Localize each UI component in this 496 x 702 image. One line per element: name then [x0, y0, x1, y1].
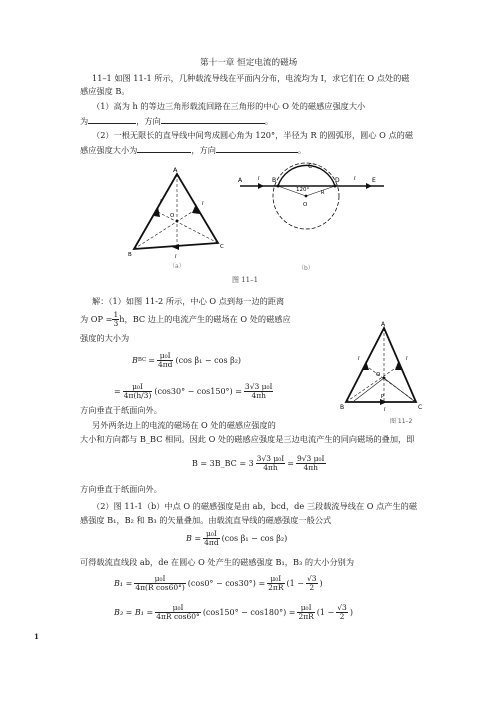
q2-prefix: 感应强度大小为	[80, 145, 138, 155]
q1-magnitude-blank	[88, 115, 136, 124]
eq-bbc-sub: BC	[137, 357, 147, 364]
fig-a-label-a: A	[173, 166, 178, 174]
eq5-fraction-2	[267, 575, 284, 592]
equation-b1	[114, 575, 323, 592]
eq5-fraction-1	[134, 575, 185, 592]
eq6-num: μ₀I	[155, 604, 201, 613]
op-equals: 为 OP =	[80, 314, 113, 325]
eq5-mid: (cos0° − cos30°) =	[187, 578, 266, 588]
eq4-num: μ₀I	[203, 530, 220, 539]
eq3-lhs: B = 3B_BC = 3	[192, 458, 254, 468]
eq2-fraction-1	[123, 383, 153, 400]
eq2-mid: (cos30° − cos150°) =	[154, 386, 242, 396]
one-third-fraction	[112, 311, 119, 328]
fig2-label-i-left: I	[358, 356, 360, 362]
equation-b-bc-value	[114, 383, 273, 400]
fig-b-label-i-right: I	[354, 176, 356, 182]
eq6-close: )	[349, 607, 353, 617]
eq4-rhs: (cos β₁ − cos β₂)	[221, 533, 288, 543]
fig-a-label-o: O	[170, 213, 175, 219]
solution-1-line-3: 强度的大小为	[80, 333, 130, 343]
equation-b3	[114, 604, 353, 621]
eq3-den1: 4πh	[263, 462, 278, 472]
eq5-lhs: B₁ =	[114, 578, 133, 588]
eq3-den2: 4πh	[303, 462, 318, 472]
fig2-caption: 图 11–2	[390, 418, 413, 425]
q2-magnitude-blank	[137, 144, 191, 153]
eq-bbc-den: 4πd	[157, 359, 173, 369]
solution-1-line-2	[80, 311, 291, 328]
eq6-sqrt-fraction	[336, 604, 348, 621]
eq3-equals: =	[287, 458, 294, 468]
eq6-lhs: B₃ = B₁ =	[114, 607, 154, 617]
eq2-fraction-2	[244, 383, 274, 400]
chapter-title: 第十一章 恒定电流的磁场	[200, 58, 298, 68]
eq6-mid: (cos150° − cos180°) =	[202, 607, 296, 617]
q2-period: 。	[297, 145, 307, 155]
eq4-lhs: B =	[186, 533, 202, 543]
fig-b-label-o: O	[303, 202, 308, 208]
fig2-label-o: O	[376, 372, 381, 378]
q1-direction-blank	[161, 115, 265, 124]
q1-direction-label: ，方向	[136, 116, 161, 126]
fig2-label-i-right: I	[406, 356, 408, 362]
eq-bbc-fraction	[157, 352, 174, 369]
equation-b-bc	[132, 352, 241, 369]
problem-intro-line-2: 感应强度 B。	[80, 86, 130, 96]
problem-intro-line-1: 11–1 如图 11-1 所示，几种载流导线在平面内分布，电流均为 I，求它们在 O 点处的磁	[92, 73, 410, 83]
fig-a-label-i-right: I	[202, 201, 204, 207]
eq5-sq-den: 2	[309, 582, 315, 592]
eq3-num1: 3√3 μ₀I	[256, 454, 285, 463]
figure-11-1-caption: 图 11–1	[232, 276, 259, 284]
fig-b-label-a: A	[238, 177, 243, 184]
eq2-den2: 4πh	[251, 390, 266, 400]
eq6-fraction-1	[155, 604, 201, 621]
equation-straight-wire	[186, 530, 287, 547]
fraction-numerator: 1	[113, 310, 119, 319]
eq5-sqrt-fraction	[306, 575, 318, 592]
q1-period: 。	[264, 116, 273, 126]
eq2-num1: μ₀I	[123, 383, 153, 392]
eq6-num2: μ₀I	[297, 604, 314, 613]
eq5-den: 4π(R cos60°)	[135, 582, 185, 592]
fig-b-label-d: D	[335, 177, 340, 184]
eq6-fraction-2	[297, 604, 314, 621]
fig-a-caption: （a）	[169, 263, 185, 270]
fig-b-label-b: B	[272, 177, 277, 184]
eq2-num2: 3√3 μ₀I	[244, 382, 273, 391]
fig2-label-b: B	[340, 404, 345, 411]
eq6-sq-num: √3	[337, 603, 347, 612]
solution-2-line-2: 感强度 B₁，B₂ 和 B₃ 的矢量叠加。由载流直导线的磁感强度一般公式	[80, 515, 332, 525]
eq-bbc-num: μ₀I	[157, 352, 174, 361]
solution-other-sides-2: 大小和方向都与 B_BC 相同。因此 O 处的磁感应强度是三边电流产生的同向磁场的叠加，即	[80, 434, 415, 444]
eq5-sq-num: √3	[306, 574, 317, 583]
eq4-fraction	[203, 530, 220, 547]
fig-a-label-c: C	[220, 244, 224, 250]
fig-a-label-i-bottom: I	[175, 254, 177, 260]
solution-2-line-3: 可得载流直线段 ab，de 在圆心 O 处产生的磁感强度 B₁，B₃ 的大小分别为	[80, 557, 355, 567]
question-1-line-1: （1）高为 h 的等边三角形载流回路在三角形的中心 O 处的磁感应强度大小	[92, 101, 366, 111]
q2-direction-label: ，方向	[191, 145, 216, 155]
solution-direction-1: 方向垂直于纸面向外。	[80, 405, 162, 415]
q1-prefix: 为	[80, 116, 89, 126]
eq5-num: μ₀I	[134, 575, 185, 584]
eq6-den: 4πR cos60°	[156, 611, 200, 621]
eq6-den2: 2πR	[298, 611, 314, 621]
fig-b-label-r: R	[321, 190, 325, 196]
op-suffix: h，BC 边上的电流产生的磁场在 O 处的磁感应	[119, 314, 291, 325]
fig2-label-a: A	[381, 321, 386, 328]
fig2-label-i-bottom: I	[384, 407, 386, 413]
eq6-sq-den: 2	[339, 611, 345, 621]
solution-1-line-1: 解：（1）如图 11-2 所示，中心 O 点到每一边的距离	[92, 296, 285, 306]
eq4-den: 4πd	[204, 537, 219, 547]
eq6-rhs: (1 −	[316, 607, 335, 617]
fig-b-caption: （b）	[298, 265, 314, 272]
solution-direction-2: 方向垂直于纸面向外。	[80, 484, 162, 494]
figure-a-triangle	[88, 160, 238, 275]
fig2-label-p: P	[381, 394, 385, 400]
eq2-equals: =	[114, 386, 121, 396]
eq3-fraction-2	[296, 455, 326, 472]
eq-bbc-equals: =	[148, 355, 155, 365]
fraction-denominator: 3	[113, 318, 119, 328]
page-number: 1	[34, 632, 39, 641]
eq5-close: )	[319, 578, 323, 588]
eq-bbc-rhs: (cos β₁ − cos β₂)	[175, 355, 242, 365]
q2-direction-blank	[216, 144, 298, 153]
equation-total-b	[192, 455, 326, 472]
eq5-den2: 2πR	[268, 582, 284, 592]
fig2-label-c: C	[418, 404, 423, 411]
eq3-num2: 9√3 μ₀I	[296, 454, 325, 463]
eq2-den1: 4π(h/3)	[123, 390, 152, 400]
question-1-line-2	[80, 115, 273, 126]
solution-2-line-1: （2）图 11-1（b）中点 O 的磁感强度是由 ab，bcd，de 三段载流导线在 O 点产生的磁	[92, 501, 418, 511]
fig-a-label-b: B	[128, 252, 132, 258]
eq-bbc-b: B	[132, 355, 138, 365]
figure-11-2-triangle	[332, 318, 428, 430]
fig-b-label-i-left: I	[258, 176, 260, 182]
fig-b-label-c: C	[308, 163, 313, 170]
fig-b-angle: 120°	[296, 187, 310, 193]
solution-other-sides-1: 另外两条边上的电流的磁场在 O 处的磁感应强度的	[92, 420, 276, 430]
eq3-fraction-1	[256, 455, 286, 472]
eq5-num2: μ₀I	[267, 575, 284, 584]
eq5-rhs: (1 −	[286, 578, 304, 588]
question-2-line-1: （2）一根无限长的直导线中间弯成圆心角为 120°，半径为 R 的圆弧形，圆心 O 点的磁	[92, 130, 414, 140]
fig-b-label-e: E	[372, 177, 376, 184]
fig-a-label-i-left: I	[160, 199, 162, 205]
figure-b-wire-arc	[234, 160, 394, 275]
question-2-line-2	[80, 144, 306, 155]
